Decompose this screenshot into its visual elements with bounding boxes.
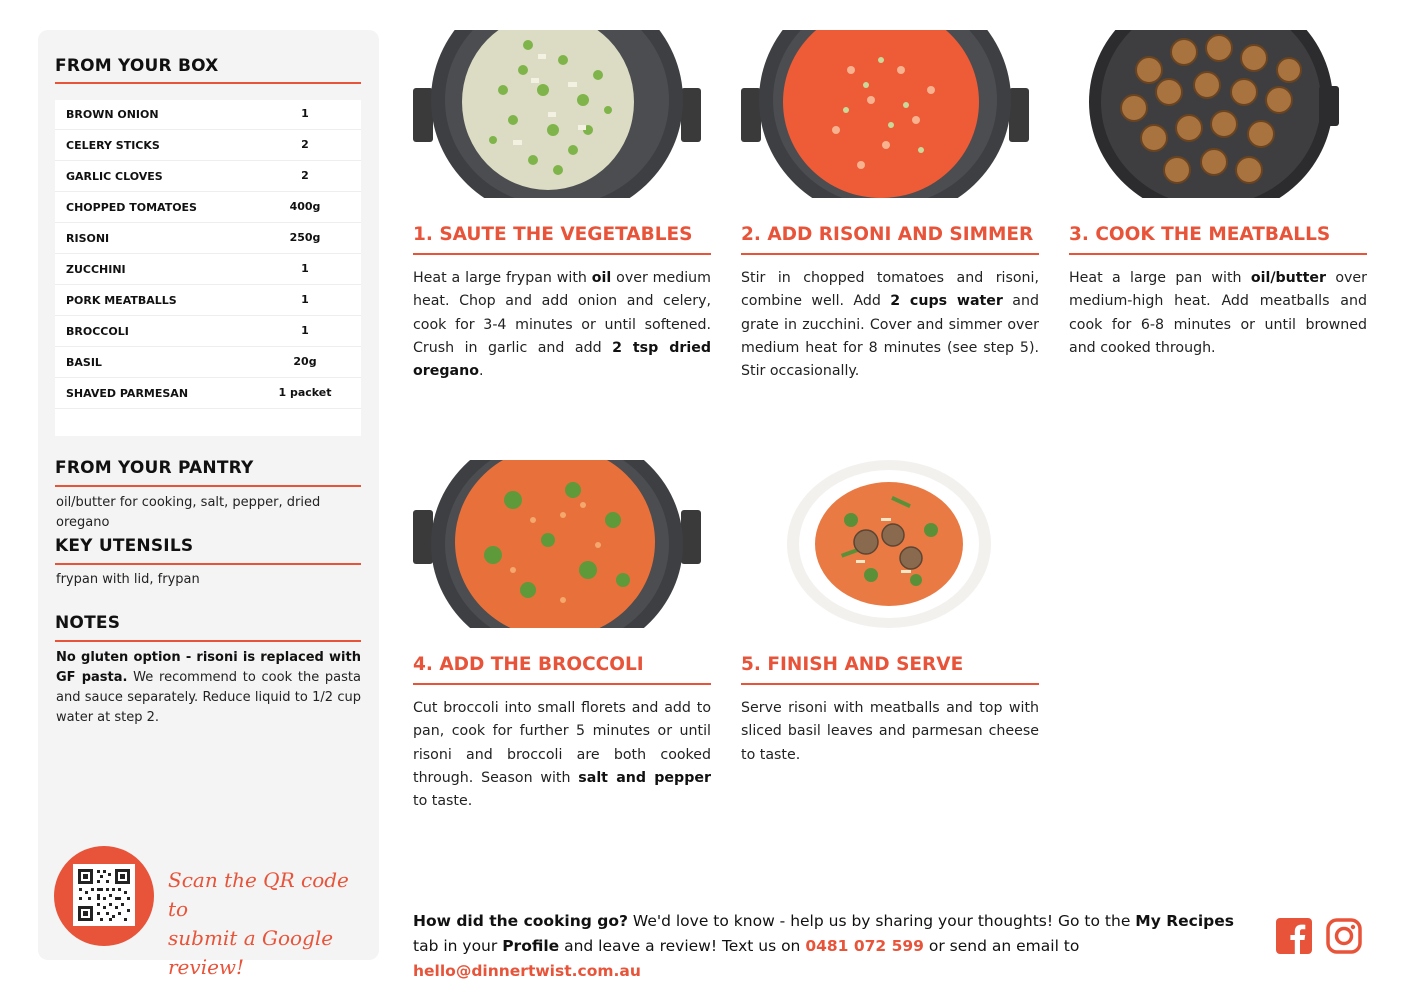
pantry-title-rule — [55, 485, 361, 487]
instagram-icon[interactable] — [1326, 918, 1362, 958]
step-text-bold: 2 cups water — [890, 293, 1003, 310]
phone-number[interactable]: 0481 072 599 — [805, 937, 924, 955]
notes-body: We recommend to cook the pasta and sauce separately. Reduce liquid to 1/2 cup water at step 2. — [56, 670, 361, 725]
ingredient-name: ZUCCHINI — [66, 263, 126, 276]
notes-bold: No gluten option - risoni is replaced with GF pasta. — [56, 650, 361, 685]
ingredient-name: CELERY STICKS — [66, 139, 160, 152]
step-2-rule — [741, 253, 1039, 255]
step-text-bold: 2 tsp dried oregano — [413, 339, 711, 380]
email-link[interactable]: hello@dinnertwist.com.au — [413, 962, 641, 980]
step-text-bold: oil/butter — [1250, 270, 1326, 286]
step-2-title: 2. ADD RISONI AND SIMMER — [741, 224, 1034, 245]
step-text-run: Serve risoni with meatballs and top with sliced basil leaves and parmesan cheese to taste. — [741, 700, 1039, 763]
step-4-title: 4. ADD THE BROCCOLI — [413, 654, 644, 675]
qr-caption-line1: Scan the QR code to — [168, 868, 349, 921]
key-utensils-title: KEY UTENSILS — [55, 536, 194, 556]
my-recipes-label: My Recipes — [1135, 912, 1234, 930]
table-row — [55, 379, 361, 409]
utensils-title-rule — [55, 563, 361, 565]
table-row — [55, 131, 361, 161]
table-row — [55, 100, 361, 130]
step-4-photo — [413, 460, 701, 628]
step-5-photo — [741, 460, 1029, 628]
ingredient-name: BROCCOLI — [66, 325, 129, 338]
step-text-bold: salt and pepper — [578, 769, 711, 786]
step-text-run: over medium-high heat. Add meatballs and cook for 6-8 minutes or until browned and cooked through. — [1069, 270, 1367, 356]
ingredient-name: SHAVED PARMESAN — [66, 387, 189, 400]
utensils-text: frypan with lid, frypan — [56, 572, 200, 587]
notes-title: NOTES — [55, 613, 121, 633]
table-row — [55, 255, 361, 285]
step-3-text — [1069, 267, 1367, 360]
sidebar — [38, 30, 379, 979]
notes-title-rule — [55, 640, 361, 642]
ingredient-qty: 250g — [289, 231, 321, 244]
step-text-run: Stir in chopped tomatoes and risoni, combine well. Add — [741, 270, 1039, 310]
ingredient-qty: 400g — [289, 200, 321, 213]
footer-text-4: or send an email to — [923, 937, 1080, 955]
table-row — [55, 317, 361, 347]
pantry-text: oil/butter for cooking, salt, pepper, dried oregano — [56, 495, 321, 530]
table-row — [55, 286, 361, 316]
ingredient-qty: 2 — [301, 138, 309, 151]
table-row — [55, 348, 361, 378]
step-3-title: 3. COOK THE MEATBALLS — [1069, 224, 1331, 245]
step-3-photo — [1069, 30, 1357, 198]
ingredient-qty: 1 — [301, 107, 309, 120]
footer-text-2: tab in your — [413, 937, 503, 955]
footer-text-1: We'd love to know - help us by sharing your thoughts! Go to the — [627, 912, 1136, 930]
ingredient-qty: 1 — [301, 293, 309, 306]
step-text-run: Heat a large frypan with — [413, 270, 592, 286]
ingredient-name: BROWN ONION — [66, 108, 159, 121]
ingredient-qty: 2 — [301, 169, 309, 182]
table-row — [55, 224, 361, 254]
step-text-run: to taste. — [413, 793, 473, 810]
step-5-title: 5. FINISH AND SERVE — [741, 654, 964, 675]
footer-question: How did the cooking go? — [413, 912, 628, 930]
notes-text — [56, 648, 361, 728]
qr-caption — [168, 866, 368, 982]
ingredients-table — [55, 100, 361, 436]
step-4-rule — [413, 683, 711, 685]
ingredient-qty: 1 — [301, 324, 309, 337]
step-text-bold: oil — [591, 270, 612, 286]
footer-text-3: and leave a review! Text us on — [559, 937, 806, 955]
table-row — [55, 162, 361, 192]
step-1-photo — [413, 30, 701, 198]
step-text-run: Heat a large pan with — [1069, 270, 1251, 286]
step-text-run: . — [478, 363, 484, 380]
box-title-rule — [55, 82, 361, 84]
ingredient-qty: 1 packet — [278, 386, 332, 399]
step-1-title: 1. SAUTE THE VEGETABLES — [413, 224, 693, 245]
qr-code-icon[interactable] — [73, 864, 135, 926]
step-5-text — [741, 697, 1039, 767]
step-2-text — [741, 267, 1039, 383]
profile-label: Profile — [502, 937, 560, 955]
facebook-icon[interactable] — [1276, 918, 1312, 958]
ingredient-qty: 1 — [301, 262, 309, 275]
step-1-text — [413, 267, 711, 383]
step-text-run: and grate in zucchini. Cover and simmer over medium heat for 8 minutes (see step 5). Stir occasionally. — [741, 293, 1039, 380]
from-your-pantry-title: FROM YOUR PANTRY — [55, 458, 254, 478]
feedback-footer — [413, 909, 1263, 984]
qr-caption-line2: submit a Google review! — [168, 926, 334, 979]
qr-badge — [54, 846, 154, 946]
ingredient-name: RISONI — [66, 232, 110, 245]
table-row — [55, 193, 361, 223]
ingredient-name: PORK MEATBALLS — [66, 294, 177, 307]
step-text-run: over medium heat. Chop and add onion and celery, cook for 3-4 minutes or until softened. Crush in garlic and add — [413, 270, 711, 356]
ingredient-name: CHOPPED TOMATOES — [66, 201, 197, 214]
step-3-rule — [1069, 253, 1367, 255]
ingredient-name: BASIL — [66, 356, 102, 369]
ingredient-name: GARLIC CLOVES — [66, 170, 163, 183]
ingredient-qty: 20g — [293, 355, 317, 368]
step-5-rule — [741, 683, 1039, 685]
step-1-rule — [413, 253, 711, 255]
step-text-run: Cut broccoli into small florets and add to pan, cook for further 5 minutes or until risoni and broccoli are both cooked through. Season with — [413, 700, 711, 786]
step-4-text — [413, 697, 711, 813]
from-your-box-title: FROM YOUR BOX — [55, 56, 219, 76]
step-2-photo — [741, 30, 1029, 198]
